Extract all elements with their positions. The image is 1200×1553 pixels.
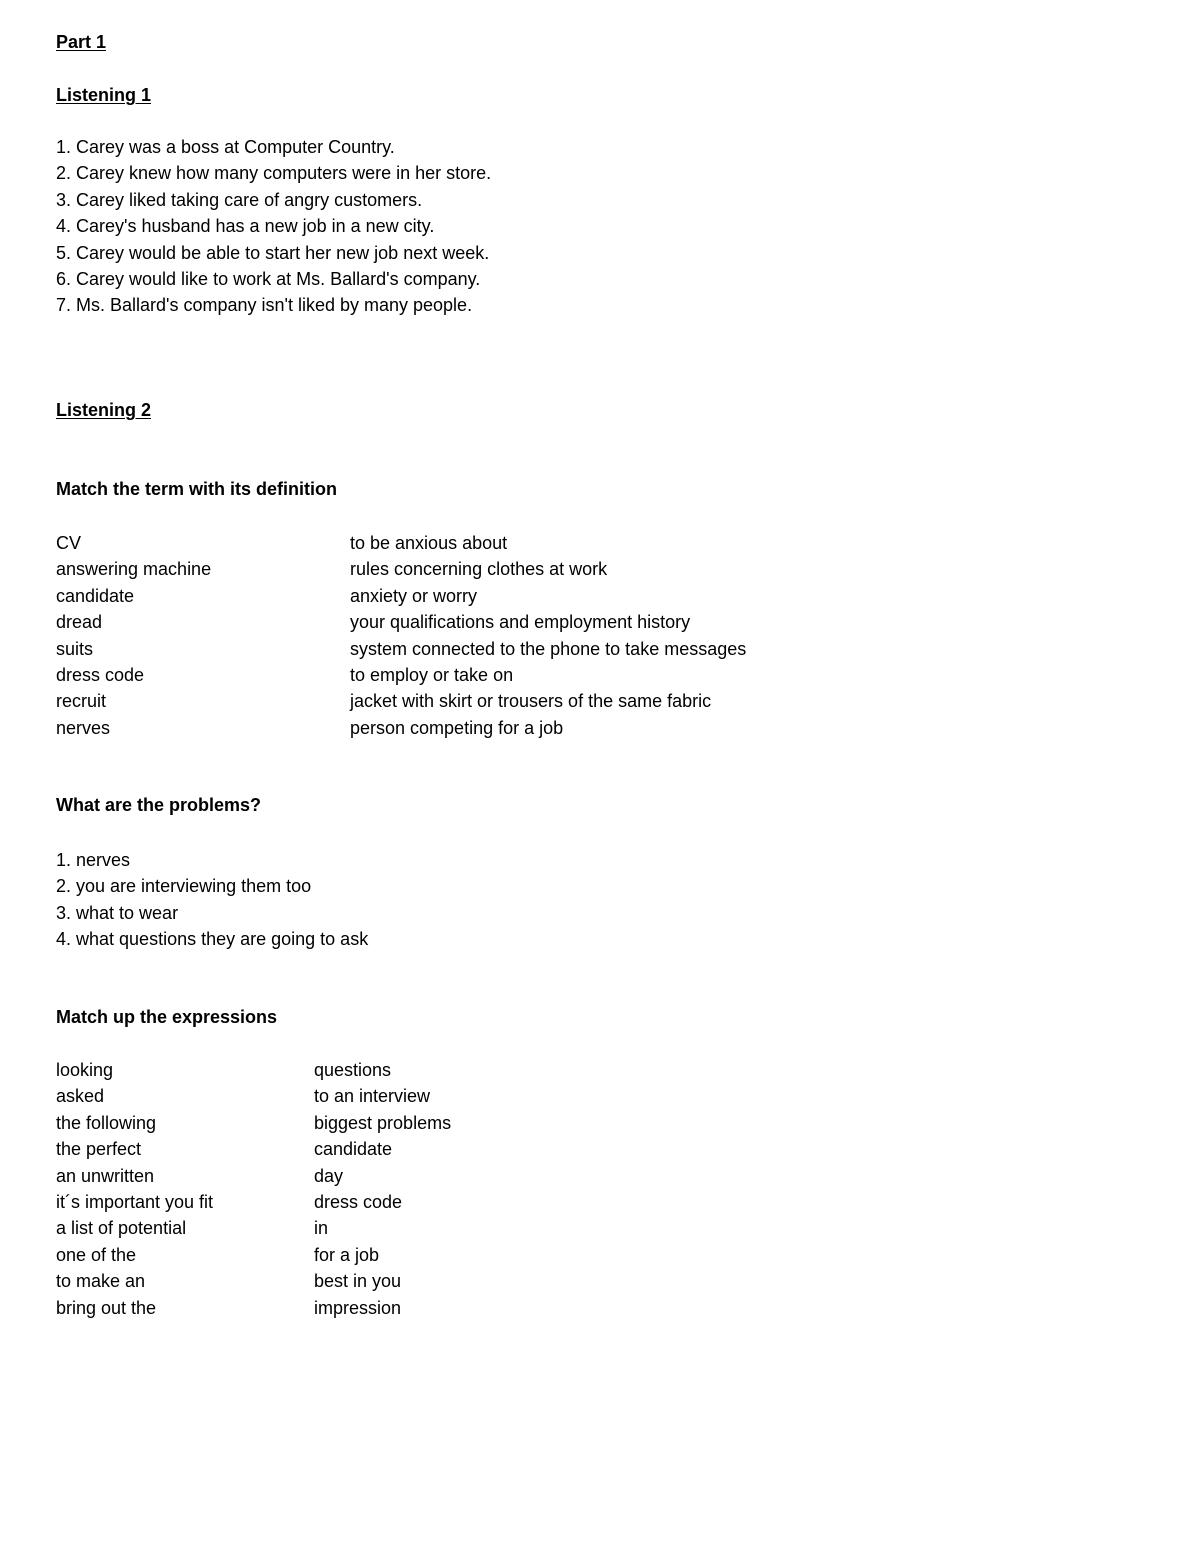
expression-start: it´s important you fit [56, 1191, 214, 1212]
statement-item: 4. Carey's husband has a new job in a new city. [56, 216, 435, 237]
expression-end: to an interview [314, 1086, 431, 1107]
expression-end: best in you [314, 1271, 402, 1292]
table-row [56, 636, 956, 662]
term-cell: dread [56, 612, 103, 633]
expression-end: for a job [314, 1244, 380, 1265]
statement-item: 7. Ms. Ballard's company isn't liked by many people. [56, 295, 473, 316]
table-row [56, 583, 956, 609]
problems-heading: What are the problems? [56, 795, 262, 815]
statement-item: 1. Carey was a boss at Computer Country. [56, 137, 395, 157]
definition-cell: to be anxious about [350, 533, 508, 553]
term-cell: candidate [56, 585, 135, 606]
expression-start: an unwritten [56, 1165, 155, 1186]
table-row [56, 1242, 756, 1268]
table-row [56, 1215, 756, 1241]
table-row [56, 1268, 756, 1294]
list-item: 3. what to wear [56, 902, 179, 923]
expression-start: the perfect [56, 1139, 142, 1160]
table-row [56, 1136, 756, 1162]
statement-item: 2. Carey knew how many computers were in her store. [56, 163, 492, 184]
expression-start: the following [56, 1112, 157, 1133]
statement-item: 5. Carey would be able to start her new job next week. [56, 242, 490, 263]
term-cell: dress code [56, 664, 145, 685]
table-row [56, 1110, 756, 1136]
expression-start: looking [56, 1060, 114, 1080]
expression-end: biggest problems [314, 1112, 452, 1133]
listening-1-title: Listening 1 [56, 85, 152, 105]
definition-cell: rules concerning clothes at work [350, 559, 608, 580]
expression-end: dress code [314, 1191, 403, 1212]
term-cell: suits [56, 638, 94, 659]
expression-start: bring out the [56, 1297, 157, 1318]
table-row [56, 662, 956, 688]
table-row [56, 1295, 756, 1321]
list-item: 4. what questions they are going to ask [56, 929, 369, 950]
definition-cell: jacket with skirt or trousers of the same fabric [350, 691, 712, 712]
expressions-heading: Match up the expressions [56, 1007, 278, 1027]
expression-end: day [314, 1165, 344, 1186]
term-cell: CV [56, 533, 82, 553]
term-definition-table [56, 530, 956, 741]
table-row [56, 1189, 756, 1215]
term-cell: nerves [56, 717, 111, 738]
table-row [56, 609, 956, 635]
expression-end: candidate [314, 1139, 393, 1160]
definition-cell: anxiety or worry [350, 585, 478, 606]
part-title: Part 1 [56, 32, 107, 52]
definition-cell: to employ or take on [350, 664, 514, 685]
table-row [56, 1057, 756, 1083]
definition-cell: system connected to the phone to take messages [350, 638, 747, 659]
table-row [56, 715, 956, 741]
table-row [56, 556, 956, 582]
list-item: 1. nerves [56, 850, 131, 870]
expression-end: questions [314, 1060, 392, 1080]
listening-1-statements [56, 134, 491, 319]
match-terms-heading: Match the term with its definition [56, 479, 338, 499]
expression-start: to make an [56, 1271, 146, 1292]
expression-start: one of the [56, 1244, 137, 1265]
expression-start: asked [56, 1086, 105, 1107]
table-row [56, 688, 956, 714]
definition-cell: person competing for a job [350, 717, 564, 738]
expression-start: a list of potential [56, 1218, 187, 1239]
expression-end: in [314, 1218, 329, 1239]
table-row [56, 1163, 756, 1189]
term-cell: answering machine [56, 559, 212, 580]
definition-cell: your qualifications and employment history [350, 612, 691, 633]
table-row [56, 530, 956, 556]
statement-item: 6. Carey would like to work at Ms. Ballard's company. [56, 269, 481, 290]
term-cell: recruit [56, 691, 107, 712]
problems-list [56, 847, 368, 953]
listening-2-title: Listening 2 [56, 400, 152, 420]
list-item: 2. you are interviewing them too [56, 876, 312, 897]
expression-end: impression [314, 1297, 402, 1318]
table-row [56, 1083, 756, 1109]
expressions-table [56, 1057, 756, 1321]
statement-item: 3. Carey liked taking care of angry customers. [56, 189, 423, 210]
